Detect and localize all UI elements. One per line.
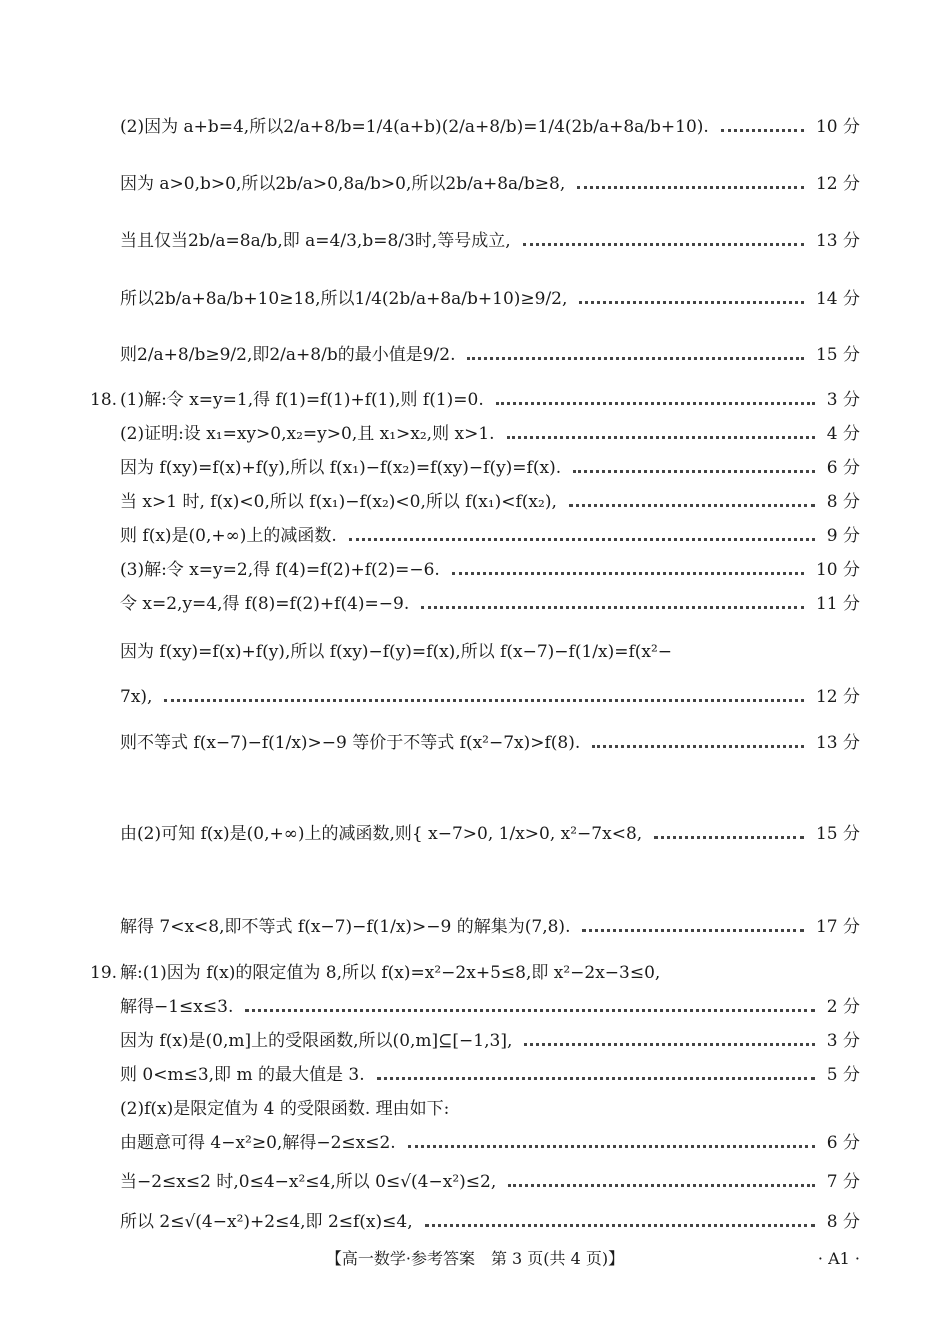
question-number: 19.	[90, 963, 118, 983]
answer-text: 令 x=2,y=4,得 f(8)=f(2)+f(4)=−9.	[120, 594, 410, 614]
footer-version-mark: · A1 ·	[817, 1249, 860, 1268]
answer-line	[0, 1060, 950, 1090]
score-label: 3 分	[826, 390, 860, 410]
score-label: 12 分	[815, 174, 860, 194]
score-label: 15 分	[815, 345, 860, 365]
leader-dots	[569, 504, 815, 507]
answer-line	[0, 1128, 950, 1158]
answer-text: 则 f(x)是(0,+∞)上的减函数.	[120, 526, 337, 546]
answer-line	[0, 112, 950, 142]
answer-text: 因为 f(xy)=f(x)+f(y),所以 f(xy)−f(y)=f(x),所以 f(x−7)−f(1/x)=f(x²−	[120, 642, 673, 662]
answer-text: 解:(1)因为 f(x)的限定值为 8,所以 f(x)=x²−2x+5≤8,即 x²−2x−3≤0,	[120, 963, 661, 983]
answer-line	[0, 1026, 950, 1056]
score-label: 4 分	[826, 424, 860, 444]
answer-text: (3)解:令 x=y=2,得 f(4)=f(2)+f(2)=−6.	[120, 560, 440, 580]
answer-text: 则 0<m≤3,即 m 的最大值是 3.	[120, 1065, 365, 1085]
leader-dots	[523, 243, 804, 246]
score-label: 11 分	[815, 594, 860, 614]
answer-line	[0, 1207, 950, 1237]
answer-line	[0, 819, 950, 849]
leader-dots	[496, 402, 815, 405]
leader-dots	[408, 1145, 815, 1148]
answer-line	[0, 284, 950, 314]
answer-text: 则2/a+8/b≥9/2,即2/a+8/b的最小值是9/2.	[120, 345, 456, 365]
leader-dots	[377, 1077, 815, 1080]
answer-text: 所以2b/a+8a/b+10≥18,所以1/4(2b/a+8a/b+10)≥9/2,	[120, 289, 568, 309]
answer-line	[0, 992, 950, 1022]
score-label: 15 分	[815, 824, 860, 844]
score-label: 14 分	[815, 289, 860, 309]
answer-text: (1)解:令 x=y=1,得 f(1)=f(1)+f(1),则 f(1)=0.	[120, 390, 484, 410]
answer-line	[0, 169, 950, 199]
answer-line	[0, 521, 950, 551]
leader-dots	[582, 929, 804, 932]
answer-line	[0, 385, 950, 415]
score-label: 7 分	[826, 1172, 860, 1192]
leader-dots	[592, 745, 804, 748]
leader-dots	[452, 572, 804, 575]
leader-dots	[245, 1009, 815, 1012]
answer-text: 因为 a>0,b>0,所以2b/a>0,8a/b>0,所以2b/a+8a/b≥8,	[120, 174, 566, 194]
answer-line	[0, 1167, 950, 1197]
answer-text: 解得 7<x<8,即不等式 f(x−7)−f(1/x)>−9 的解集为(7,8).	[120, 917, 571, 937]
leader-dots	[421, 606, 804, 609]
leader-dots	[349, 538, 815, 541]
answer-text: 当 x>1 时, f(x)<0,所以 f(x₁)−f(x₂)<0,所以 f(x₁)<f(x₂),	[120, 492, 557, 512]
answer-line	[0, 226, 950, 256]
leader-dots	[508, 1184, 815, 1187]
answer-text: 因为 f(xy)=f(x)+f(y),所以 f(x₁)−f(x₂)=f(xy)−f(y)=f(x).	[120, 458, 562, 478]
answer-text: (2)证明:设 x₁=xy>0,x₂=y>0,且 x₁>x₂,则 x>1.	[120, 424, 495, 444]
answer-text: (2)因为 a+b=4,所以2/a+8/b=1/4(a+b)(2/a+8/b)=1/4(2b/a+8a/b+10).	[120, 117, 709, 137]
score-label: 10 分	[815, 560, 860, 580]
answer-line	[0, 912, 950, 942]
score-label: 12 分	[815, 687, 860, 707]
answer-line	[0, 637, 950, 667]
answer-text: 则不等式 f(x−7)−f(1/x)>−9 等价于不等式 f(x²−7x)>f(8).	[120, 733, 581, 753]
score-label: 5 分	[826, 1065, 860, 1085]
score-label: 6 分	[826, 1133, 860, 1153]
answer-text: 所以 2≤√(4−x²)+2≤4,即 2≤f(x)≤4,	[120, 1212, 413, 1232]
score-label: 2 分	[826, 997, 860, 1017]
answer-line	[0, 728, 950, 758]
leader-dots	[524, 1043, 815, 1046]
score-label: 8 分	[826, 1212, 860, 1232]
score-label: 13 分	[815, 733, 860, 753]
score-label: 13 分	[815, 231, 860, 251]
score-label: 8 分	[826, 492, 860, 512]
leader-dots	[507, 436, 815, 439]
leader-dots	[577, 186, 804, 189]
answer-text: 当且仅当2b/a=8a/b,即 a=4/3,b=8/3时,等号成立,	[120, 231, 511, 251]
answer-text: 由题意可得 4−x²≥0,解得−2≤x≤2.	[120, 1133, 396, 1153]
answer-text: 因为 f(x)是(0,m]上的受限函数,所以(0,m]⊆[−1,3],	[120, 1031, 513, 1051]
score-label: 10 分	[815, 117, 860, 137]
leader-dots	[425, 1224, 815, 1227]
answer-line	[0, 958, 950, 988]
score-label: 9 分	[826, 526, 860, 546]
footer-page-info: 【高一数学·参考答案 第 3 页(共 4 页)】	[325, 1249, 625, 1268]
answer-line	[0, 487, 950, 517]
answer-text: 解得−1≤x≤3.	[120, 997, 234, 1017]
question-number: 18.	[90, 390, 118, 410]
page-footer	[0, 1244, 950, 1274]
answer-text: 由(2)可知 f(x)是(0,+∞)上的减函数,则{ x−7>0, 1/x>0, x²−7x<8,	[120, 824, 643, 844]
answer-line	[0, 419, 950, 449]
leader-dots	[579, 301, 804, 304]
leader-dots	[164, 699, 804, 702]
answer-line	[0, 589, 950, 619]
leader-dots	[721, 129, 804, 132]
answer-text: (2)f(x)是限定值为 4 的受限函数. 理由如下:	[120, 1099, 450, 1119]
answer-text: 当−2≤x≤2 时,0≤4−x²≤4,所以 0≤√(4−x²)≤2,	[120, 1172, 497, 1192]
answer-line	[0, 340, 950, 370]
answer-line	[0, 453, 950, 483]
score-label: 17 分	[815, 917, 860, 937]
leader-dots	[573, 470, 815, 473]
answer-line	[0, 555, 950, 585]
leader-dots	[654, 836, 804, 839]
answer-line	[0, 1094, 950, 1124]
score-label: 6 分	[826, 458, 860, 478]
answer-text: 7x),	[120, 687, 153, 707]
answer-line	[0, 682, 950, 712]
score-label: 3 分	[826, 1031, 860, 1051]
leader-dots	[467, 357, 804, 360]
